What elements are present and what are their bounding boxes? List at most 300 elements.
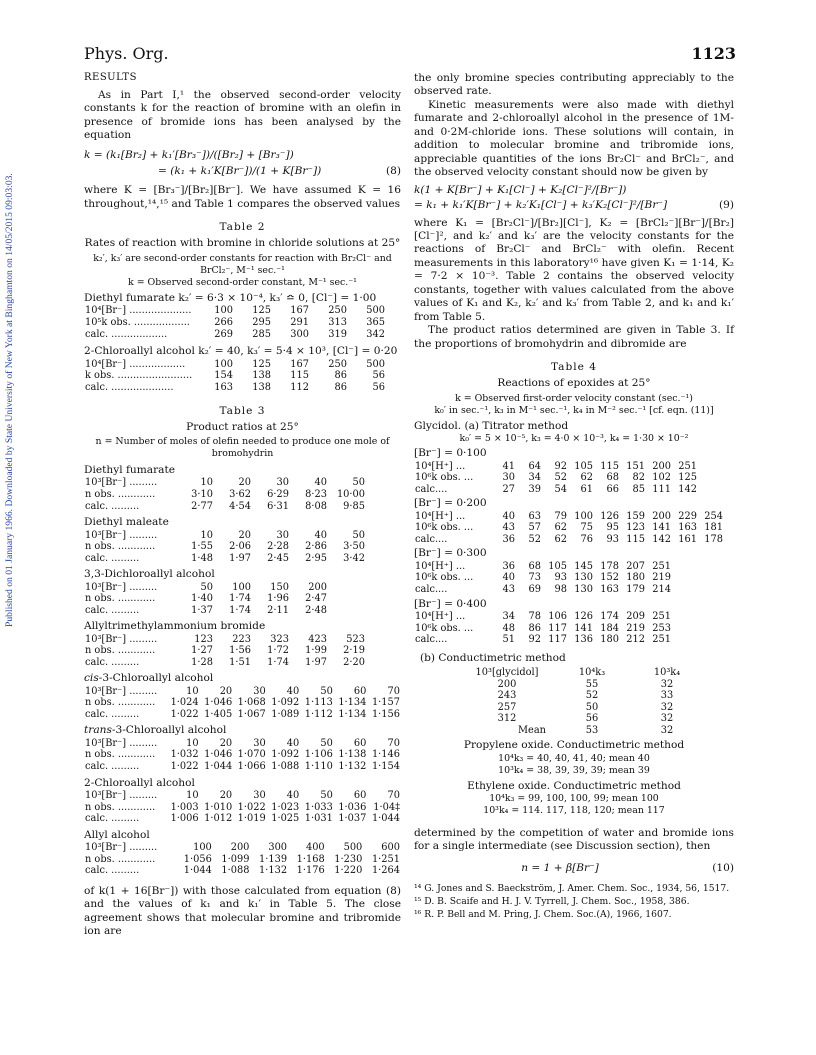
table-cell: 1·012 [204,813,233,825]
table-cell: 10 [200,529,213,541]
table-cell: 60 [353,737,367,749]
table-row [84,865,401,877]
table-cell: 2·19 [343,645,365,657]
table-cell: 32 [660,713,674,725]
table-cell: 10 [186,685,199,697]
table-cell: 126 [574,610,593,622]
table-cell: 98 [554,583,567,595]
row-label: n obs. ............ [85,853,156,865]
table-row [84,657,366,669]
table-cell: 115 [290,370,309,382]
row-label: calc. .................. [85,328,168,340]
table-cell: 1·56 [229,645,251,657]
row-label: 10⁴[Br⁻] .................. [85,358,186,370]
compound-rest: -3-Chloroallyl alcohol [98,672,214,685]
table-cell: 1·134 [338,708,367,720]
table-cell: 50 [352,477,365,489]
table-cell: 4·54 [229,500,251,512]
row-label: n obs. ............ [85,489,156,500]
table-cell: 163 [678,522,697,534]
table-cell: 2·48 [305,604,327,616]
row-label: calc. ......... [85,656,140,668]
table-cell: 60 [353,685,367,697]
compound-name: Diethyl maleate [84,516,169,529]
conductimetric-heading: (b) Conductimetric method [420,651,566,664]
table-cell: 52 [528,533,541,545]
table-row [84,686,401,698]
table-cell: 56 [372,370,385,382]
table-cell: 20 [219,790,233,802]
table-cell: 200 [652,510,671,522]
table-cell: 295 [252,317,271,329]
table-cell: 1·046 [204,697,233,709]
row-label: n obs. ............ [85,593,156,605]
table-cell: 100 [214,358,233,370]
table-row [84,813,401,825]
table-cell: 57 [528,522,541,534]
table-cell: 66 [606,483,619,495]
table-row [414,484,698,496]
table-cell: 2·11 [267,604,289,616]
table-block-heading: 2-Chloroallyl alcohol k₂′ = 40, k₃′ = 5·4 × 10³, [Cl⁻] = 0·20 [84,345,398,358]
table-cell: 70 [387,737,400,749]
table-cell: 212 [626,634,645,646]
table-cell: 179 [626,583,645,595]
table-cell: 152 [600,572,619,584]
table-2-title: Rates of reaction with bromine in chloride solutions at 25° [84,236,401,249]
table-cell: 209 [626,610,645,622]
table-cell: 154 [214,370,233,382]
table-cell: 117 [548,634,567,646]
paragraph: The product ratios determined are given in Table 3. If the proportions of bromohydrin and dibromide are [414,324,734,350]
row-label: 10⁴[H⁺] ... [415,510,466,522]
table-row [84,749,401,761]
table-cell: 86 [334,381,347,393]
table-cell: 1·132 [338,761,367,773]
table-cell: 10 [200,477,213,489]
table-cell: 61 [580,483,593,495]
table-cell: 1·40 [191,593,213,605]
table-header-row [462,667,702,679]
download-notice-text[interactable]: Published on 01 January 1966. Downloaded by State University of New York at Binghamton on 14/05/2015 09:03:03. [3,173,15,627]
table-cell: 145 [574,560,593,572]
table-cell: 53 [585,724,599,736]
table-cell: 106 [548,610,567,622]
table-cell: 1·96 [267,593,289,605]
table-cell: 2·86 [305,541,327,553]
table-cell: 30 [253,790,266,802]
compound-rest: -3-Chloroallyl alcohol [111,724,227,737]
table-cell: 43 [502,522,515,534]
equation-text: = k₁ + k₁′K[Br⁻] + k₂′K₁[Cl⁻] + k₃′K₂[Cl⁻]²/[Br⁻] [414,199,668,212]
equation-9-cont [414,199,734,212]
table-cell: 102 [652,472,671,484]
table-row [84,802,401,814]
table-row [462,690,702,702]
table-cell: 1·113 [304,697,333,709]
table-cell: 125 [252,358,271,370]
bromide-concentration: [Br⁻] = 0·300 [414,547,487,560]
equation-number: (10) [712,861,734,874]
table-cell: 161 [678,533,697,545]
table-cell: 1·51 [229,656,251,668]
table-cell: 20 [219,685,233,697]
table-row [84,582,328,594]
row-label: 10⁵k obs. .................. [85,317,190,329]
table-cell: 9·85 [343,500,365,512]
table-cell: 100 [232,581,251,593]
table-cell: 125 [678,472,697,484]
data-table [414,511,724,546]
table-cell: 130 [574,583,593,595]
table-cell: 30 [253,737,266,749]
table-row [84,645,366,657]
paragraph: of k(1 + 16[Br⁻]) with those calculated from equation (8) and the values of k₁ and k₁′ in Table 5. The close agreement shows that molecular bromine and tribromide ion are [84,884,401,938]
data-table [84,530,366,565]
table-cell: 269 [214,328,233,340]
table-cell: 1·99 [305,645,327,657]
table-cell: 70 [387,790,400,802]
table-cell: 1·04‡ [373,801,400,813]
table-row [414,561,672,573]
table-cell: 1·010 [204,801,233,813]
row-label: k obs. ........................ [85,370,193,382]
paragraph: determined by the competition of water and bromide ions for a single intermediate (see Discussion section), then [414,827,734,853]
table-row [84,501,366,513]
row-label: n obs. ............ [85,749,156,761]
page-number: 1123 [691,44,736,63]
table-cell: 86 [334,370,347,382]
table-cell: 365 [366,317,385,329]
footnote: ¹⁵ D. B. Scaife and H. J. V. Tyrrell, J. Chem. Soc., 1958, 386. [414,896,690,908]
equation-number: (8) [385,164,401,177]
table-cell: 30 [502,472,515,484]
table-cell: 1·157 [371,697,400,709]
table-cell: 40 [286,737,300,749]
row-label: 10⁶k obs. ... [415,522,474,534]
table-cell: 1·046 [204,749,233,761]
table-cell: 1·139 [259,853,288,865]
row-label: calc.... [415,583,448,595]
compound-name [84,672,401,685]
bromide-concentration: [Br⁻] = 0·200 [414,497,487,510]
results-heading: RESULTS [84,72,137,83]
table-cell: 6·29 [267,489,289,500]
conductimetric-table [462,667,702,736]
table-2 [84,292,401,393]
table-cell: 523 [346,633,365,645]
table-cell: 70 [387,685,400,697]
table-cell: 1·019 [237,813,266,825]
table-cell: 62 [554,533,567,545]
table-cell: 1·033 [304,801,333,813]
row-label: 10³[Br⁻] ......... [85,529,158,541]
table-cell: 285 [252,328,271,340]
table-cell: 40 [314,529,327,541]
table-row [84,305,386,317]
table-cell: 1·070 [237,749,266,761]
row-label: calc. ......... [85,865,140,877]
table-cell: 142 [652,533,671,545]
table-cell: 167 [290,305,309,317]
table-cell: 251 [652,634,671,646]
table-cell: 1·023 [271,801,300,813]
table-cell: 100 [214,305,233,317]
column-header: 10³k₄ [653,667,681,679]
table-cell: 1·168 [296,853,325,865]
row-label: 10⁴[H⁺] ... [415,610,466,622]
table-4-title: Reactions of epoxides at 25° [497,376,651,389]
table-cell: 43 [502,583,515,595]
row-label: n obs. ............ [85,541,156,553]
table-cell: 86 [528,622,541,634]
table-cell: 323 [270,633,289,645]
row-label: calc. ......... [85,604,140,616]
table-row [84,530,366,542]
table-3-note: n = Number of moles of olefin needed to produce one mole of bromohydrin [95,436,390,460]
table-cell: 300 [268,842,288,854]
table-cell: 62 [580,472,593,484]
table-cell: 48 [502,622,515,634]
download-notice[interactable] [1,135,19,665]
table-cell: 253 [652,622,671,634]
table-cell: 184 [600,622,619,634]
table-cell: 6·31 [267,500,289,512]
table-cell: 163 [600,583,619,595]
table-row [414,611,672,623]
table-cell: 312 [497,713,517,725]
right-column [414,72,734,920]
row-label: 10³[Br⁻] ......... [85,842,158,854]
table-cell: 1·022 [170,761,199,773]
row-label: calc.... [415,634,448,646]
table-cell: 20 [219,737,233,749]
table-cell: 92 [528,634,541,646]
table-cell: 1·134 [338,697,367,709]
table-cell: 3·42 [343,552,365,564]
row-label: 10⁶k obs. ... [415,572,474,584]
table-row [84,738,401,750]
table-cell: 2·77 [191,500,213,512]
table-row [84,605,328,617]
table-cell: 1·37 [191,604,213,616]
table-cell: 1·022 [170,708,199,720]
table-cell: 50 [585,701,599,713]
table-cell: 56 [585,713,599,725]
table-cell: 32 [660,678,674,690]
table-4-label: Table 4 [550,361,598,374]
table-cell: 36 [502,533,515,545]
table-cell: 1·099 [221,853,250,865]
table-cell: 78 [528,610,541,622]
table-cell: 10 [186,790,199,802]
table-cell: 1·089 [271,708,300,720]
table-cell: 1·031 [304,813,333,825]
equation-text: k = (k₁[Br₂] + k₁′[Br₃⁻])/([Br₂] + [Br₃⁻]) [84,148,294,161]
glycidol-constants: k₀′ = 5 × 10⁻⁵, k₃ = 4·0 × 10⁻³, k₄ = 1·30 × 10⁻² [459,433,689,445]
table-cell: 1·112 [304,708,333,720]
table-cell: 112 [290,381,309,393]
compound-prefix: trans [84,724,112,737]
table-cell: 117 [548,622,567,634]
table-cell: 200 [308,581,327,593]
row-label: 10⁴[H⁺] ... [415,560,466,572]
row-label: calc. ......... [85,813,140,825]
table-cell: 167 [290,358,309,370]
compound-name: 3,3-Dichloroallyl alcohol [84,568,215,581]
table-row [84,553,366,565]
table-cell: 1·27 [191,645,213,657]
table-cell: 219 [626,622,645,634]
table-cell: 1·092 [271,697,300,709]
table-cell: 223 [232,633,251,645]
table-cell: 10 [186,737,199,749]
table-cell: 79 [554,510,567,522]
table-cell: 1·110 [304,761,333,773]
table-cell: 1·106 [304,749,333,761]
table-cell: 2·20 [343,656,365,668]
propylene-k4: 10³k₄ = 38, 39, 39, 39; mean 39 [498,764,650,776]
table-cell: 40 [502,572,515,584]
ethylene-k4: 10³k₄ = 114. 117, 118, 120; mean 117 [483,805,665,817]
equation-8 [84,149,401,162]
table-cell: 3·62 [229,489,251,500]
table-cell: 40 [314,477,327,489]
paragraph: As in Part I,¹ the observed second-order velocity constants k for the reaction of bromine with an olefin in presence of bromide ions has been analysed by the equation [84,88,401,142]
table-cell: 8·23 [305,489,327,500]
table-cell: 319 [328,328,347,340]
left-column [84,72,401,939]
table-cell: 1·74 [229,593,251,605]
data-table [84,842,401,877]
column-header: 10³[glycidol] [475,667,539,679]
table-cell: 20 [238,477,251,489]
table-cell: 200 [652,460,671,472]
table-cell: 163 [214,381,233,393]
table-cell: 251 [678,460,697,472]
table-cell: 300 [290,328,309,340]
table-cell: 60 [353,790,367,802]
equation-9 [414,184,734,197]
bromide-concentration: [Br⁻] = 0·100 [414,447,487,460]
table-cell: 33 [660,690,674,702]
table-cell: 115 [600,460,619,472]
table-cell: 1·067 [237,708,266,720]
compound-name [84,724,401,737]
table-cell: 207 [626,560,645,572]
glycidol-heading: Glycidol. (a) Titrator method [414,419,569,432]
table-3 [84,464,401,877]
table-row [414,534,724,546]
table-row [462,725,702,737]
table-cell: 2·06 [229,541,251,553]
ethylene-heading: Ethylene oxide. Conductimetric method [467,779,681,792]
data-table [84,582,328,617]
table-cell: 95 [606,522,619,534]
table-cell: 1·056 [183,853,212,865]
mean-label: Mean [518,724,546,736]
table-cell: 93 [606,533,619,545]
table-4-note: k = Observed first-order velocity constant (sec.⁻¹) [455,392,693,404]
paragraph: Kinetic measurements were also made with diethyl fumarate and 2-chloroallyl alcohol in the presence of 1M- and 0·2M-chloride ions. These solutions will contain, in addition to molecular bromine and tribromide ions, appreciable quantities of the ions Br₂Cl⁻ and BrCl₂⁻, and the observed velocity constant should now be given by [414,98,734,179]
table-cell: 50 [320,685,333,697]
table-cell: 250 [328,358,347,370]
table-row [84,370,386,382]
equation-number: (9) [718,199,734,212]
journal-header: Phys. Org. [84,44,169,63]
table-row [84,477,366,489]
table-cell: 1·154 [371,761,400,773]
table-cell: 62 [554,522,567,534]
row-label: n obs. ............ [85,801,156,813]
table-cell: 36 [502,560,515,572]
table-cell: 1·138 [338,749,367,761]
table-cell: 1·037 [338,813,367,825]
table-cell: 115 [626,533,645,545]
table-row [462,713,702,725]
table-cell: 105 [574,460,593,472]
table-cell: 1·176 [296,865,325,877]
table-cell: 2·47 [305,593,327,605]
table-cell: 30 [276,529,289,541]
paragraph: where K = [Br₃⁻]/[Br₂][Br⁻]. We have assumed K = 16 throughout,¹⁴,¹⁵ and Table 1 compares the observed values [84,184,401,210]
table-cell: 68 [606,472,619,484]
table-cell: 1·251 [371,853,400,865]
table-cell: 51 [502,634,515,646]
table-row [414,472,698,484]
table-row [84,489,366,501]
row-label: 10⁴[Br⁻] .................... [85,305,192,317]
table-cell: 40 [286,790,300,802]
data-table [84,477,366,512]
compound-name: 2-Chloroallyl alcohol [84,776,195,789]
data-table [84,790,401,825]
table-cell: 82 [632,472,645,484]
table-cell: 500 [343,842,363,854]
table-cell: 251 [652,560,671,572]
table-cell: 1·55 [191,541,213,553]
table-cell: 250 [328,305,347,317]
propylene-heading: Propylene oxide. Conductimetric method [463,739,685,752]
table-cell: 68 [528,560,541,572]
table-cell: 1·044 [371,813,400,825]
table-cell: 400 [305,842,325,854]
table-row [84,634,366,646]
compound-name: Diethyl fumarate [84,464,175,476]
row-label: calc.... [415,533,448,545]
table-cell: 500 [366,305,385,317]
table-row [84,593,328,605]
table-cell: 52 [585,690,599,702]
table-cell: 126 [600,510,619,522]
table-cell: 123 [626,522,645,534]
table-cell: 50 [352,529,365,541]
table-cell: 313 [328,317,347,329]
table-cell: 151 [626,460,645,472]
table-cell: 600 [381,842,400,854]
row-label: 10⁶k obs. ... [415,622,474,634]
table-cell: 105 [548,560,567,572]
data-table [84,686,401,721]
table-cell: 100 [574,510,593,522]
table-cell: 1·036 [338,801,367,813]
equation-text: = (k₁ + k₁′K[Br⁻])/(1 + K[Br⁻]) [158,164,322,177]
table-cell: 50 [200,581,213,593]
table-cell: 423 [308,633,327,645]
table-cell: 200 [497,678,517,690]
table-cell: 123 [194,633,213,645]
row-label: calc. ......... [85,500,140,512]
